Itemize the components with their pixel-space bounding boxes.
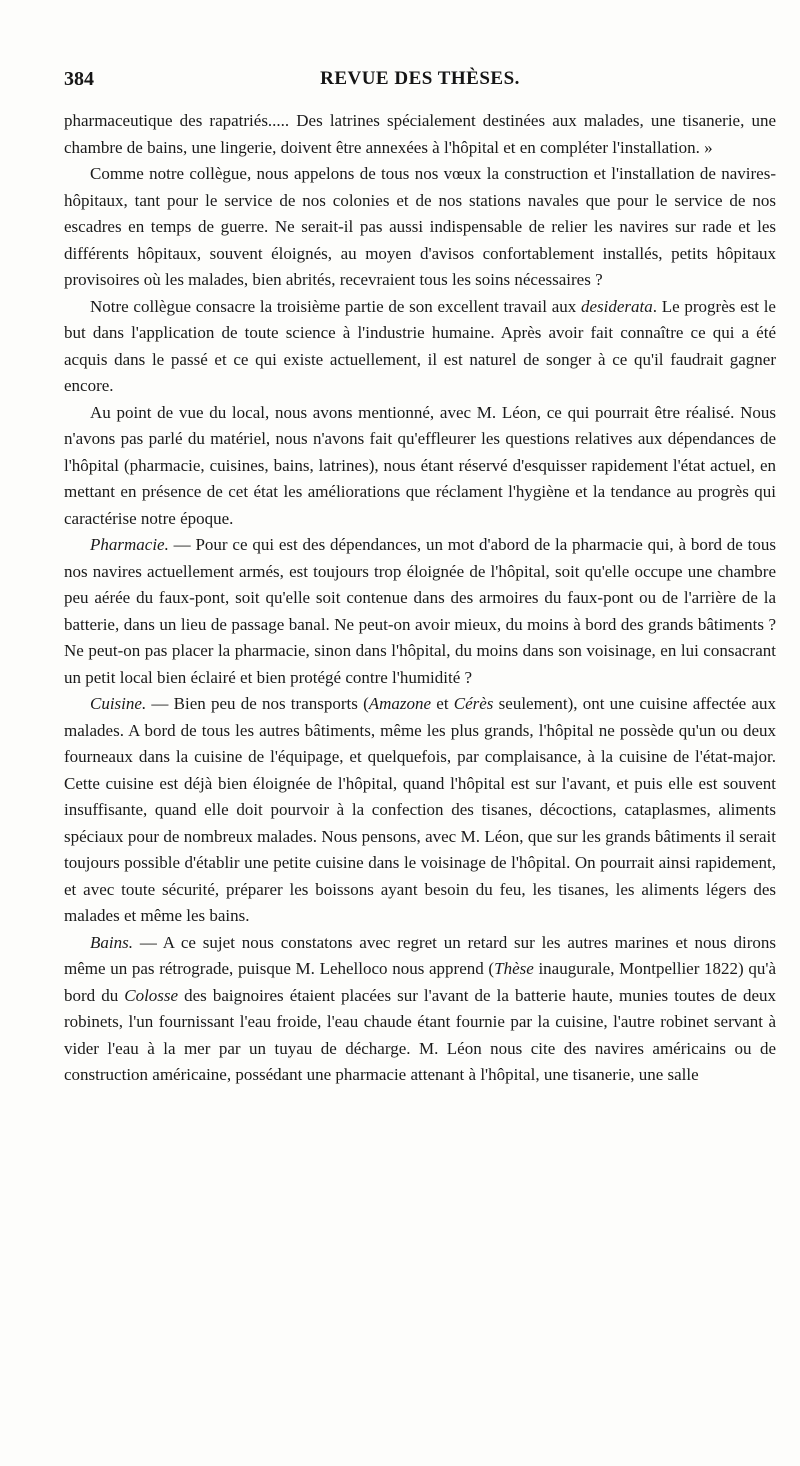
ship-name: Colosse [124, 985, 179, 1005]
paragraph-text: Notre collègue consacre la troisième partie de son excellent travail aux [90, 296, 581, 316]
section-heading-bains: Bains. [90, 932, 133, 952]
paragraph-continuation [64, 108, 776, 161]
paragraph-text: — Bien peu de nos transports ( [146, 694, 369, 713]
paragraph-text: — Pour ce qui est des dépendances, un mot d'abord de la pharmacie qui, à bord de tous nos navires actuellement armés, est toujours trop éloignée de l'hôpital, soit qu'elle occupe une chambre peu aérée du faux-pont, soit qu'elle soit contenue dans des armoires du faux-pont ou de l'arrière de la batterie, dans un lieu de passage banal. Ne peut-on avoir mieux, du moins à bord des grands bâtiments ? Ne peut-on pas placer la pharmacie, sinon dans l'hôpital, du moins dans son voisinage, en lui consacrant un petit local bien éclairé et bien protégé contre l'humidité ? [64, 535, 776, 687]
paragraph-navires-hopitaux [64, 161, 776, 294]
paragraph-text: . Le progrès est le but dans l'application de toute science à l'industrie humaine. Après avoir fait connaître ce qui a été acquis dans le passé et ce qui existe actuellement, il est naturel de songer à ce qu'il faudrait gagner encore. [64, 296, 776, 395]
section-heading-pharmacie: Pharmacie. [90, 535, 169, 554]
paragraph-desiderata [64, 294, 776, 400]
running-title: REVUE DES THÈSES. [320, 68, 520, 89]
paragraph-bains [64, 930, 776, 1089]
paragraph-text: inaugurale, Montpellier 1822) qu'à bord du [64, 959, 776, 1005]
ship-name: Amazone [368, 694, 432, 713]
section-heading-cuisine: Cuisine. [90, 694, 147, 713]
paragraph-text: Comme notre collègue, nous appelons de tous nos vœux la construction et l'installation de navires-hôpitaux, tant pour le service de nos colonies et de nos stations navales que pour le service de nos escadres en temps de guerre. Ne serait-il pas aussi indispensable de relier les navires sur rade et les différents hôpitaux, souvent éloignés, au moyen d'avisos confortablement installés, petits hôpitaux provisoires où les malades, bien abrités, recevraient tous les soins nécessaires ? [64, 164, 776, 289]
paragraph-local [64, 400, 776, 533]
paragraph-cuisine [64, 691, 776, 930]
paragraph-pharmacie [64, 532, 776, 691]
page-header [64, 68, 776, 104]
paragraph-text: pharmaceutique des rapatriés..... Des latrines spécialement destinées aux malades, une tisanerie, une chambre de bains, une lingerie, doivent être annexées à l'hôpital et en compléter l'installation. » [64, 111, 776, 157]
paragraph-text: des baignoires étaient placées sur l'avant de la batterie haute, munies toutes de deux robinets, l'un fournissant l'eau froide, l'eau chaude étant fournie par la cuisine, l'autre robinet servant à vider l'eau à la mer par un tuyau de décharge. M. Léon nous cite des navires américains ou de construction américaine, possédant une pharmacie attenant à l'hôpital, une tisanerie, une salle [64, 985, 776, 1084]
paragraph-text: Au point de vue du local, nous avons mentionné, avec M. Léon, ce qui pourrait être réalisé. Nous n'avons pas parlé du matériel, nous n'avons fait qu'effleurer les questions relatives aux dépendances de l'hôpital (pharmacie, cuisines, bains, latrines), nous étant réservé d'esquisser rapidement l'état actuel, en mettant en présence de cet état les améliorations que réclament l'hygiène et la tendance au progrès qui caractérise notre époque. [64, 402, 776, 528]
paragraph-text: et [431, 694, 454, 713]
italic-term: desiderata [580, 296, 653, 316]
ship-name: Cérès [453, 694, 494, 713]
paragraph-text: seulement), ont une cuisine affectée aux malades. A bord de tous les autres bâtiments, même les plus grands, l'hôpital ne possède qu'un ou deux fourneaux dans la cuisine de l'équipage, et quelquefois, par complaisance, à la cuisine de l'état-major. Cette cuisine est déjà bien éloignée de l'hôpital, quand l'hôpital est sur l'avant, et puis elle est souvent insuffisante, quand elle doit pourvoir à la confection des tisanes, décoctions, cataplasmes, aliments spéciaux pour de nombreux malades. Nous pensons, avec M. Léon, que sur les grands bâtiments il serait toujours possible d'établir une petite cuisine dans le voisinage de l'hôpital. On pourrait ainsi rapidement, et avec toute sécurité, préparer les boissons ayant besoin du feu, les tisanes, les aliments légers des malades et même les bains. [64, 694, 776, 925]
article-body [64, 108, 776, 1089]
page-number: 384 [64, 68, 94, 90]
italic-term: Thèse [494, 959, 534, 978]
paragraph-text: — A ce sujet nous constatons avec regret un retard sur les autres marines et nous dirons même un pas rétrograde, puisque M. Lehelloco nous apprend ( [64, 932, 776, 978]
